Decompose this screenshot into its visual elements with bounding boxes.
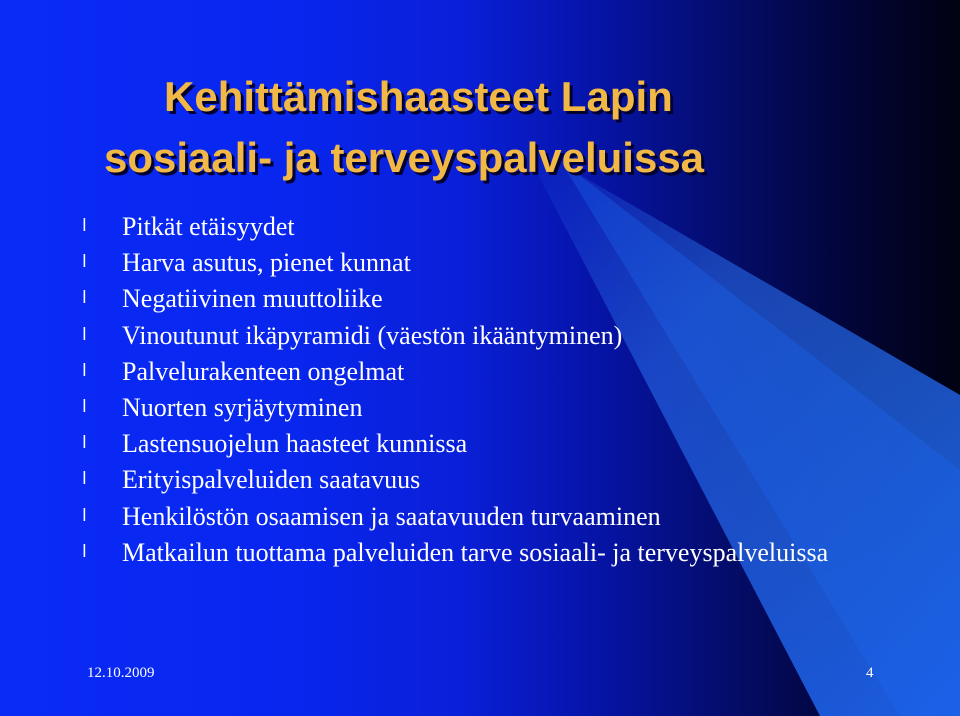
page-number: 4 (866, 665, 874, 681)
title-line-2: sosiaali- ja terveyspalveluissa (104, 134, 705, 181)
slide-title (104, 66, 924, 188)
bullet-text: Vinoutunut ikäpyramidi (väestön ikääntyminen) (122, 320, 623, 350)
bullet-marker-icon: l (82, 324, 87, 345)
bullet-marker-icon: l (82, 216, 87, 236)
bullet-text: Pitkät etäisyydet (122, 212, 295, 241)
bullet-marker-icon: l (82, 541, 87, 562)
bullet-marker-icon: l (82, 469, 87, 490)
bullet-marker-icon: l (82, 396, 87, 417)
bullet-marker-icon: l (82, 505, 87, 526)
bullet-marker-icon: l (82, 433, 87, 454)
footer-date: 12.10.2009 (87, 665, 155, 681)
bullet-item (82, 249, 862, 276)
bullet-item (82, 322, 862, 349)
bullet-text: Negatiivinen muuttoliike (122, 284, 383, 314)
bullet-text: Matkailun tuottama palveluiden tarve sosiaali- ja terveyspalveluissa (122, 537, 829, 567)
bullet-item (82, 213, 862, 240)
bullet-text: Nuorten syrjäytyminen (122, 392, 363, 422)
bullet-text: Palvelurakenteen ongelmat (122, 356, 405, 386)
bullet-item (82, 394, 862, 421)
bullet-text: Erityispalveluiden saatavuus (122, 465, 421, 495)
bullet-item (82, 285, 862, 312)
bullet-list (82, 213, 862, 575)
bullet-item (82, 430, 862, 457)
title-line-1: Kehittämishaasteet Lapin (164, 73, 673, 120)
bullet-marker-icon: l (82, 288, 87, 309)
bullet-text: Lastensuojelun haasteet kunnissa (122, 429, 468, 459)
bullet-marker-icon: l (82, 360, 87, 381)
bullet-item (82, 503, 862, 530)
bullet-text: Harva asutus, pienet kunnat (122, 248, 411, 278)
bullet-item (82, 358, 862, 385)
bullet-text: Henkilöstön osaamisen ja saatavuuden turvaaminen (122, 501, 661, 531)
bullet-item (82, 466, 862, 493)
bullet-item (82, 539, 862, 566)
bullet-marker-icon: l (82, 252, 87, 273)
